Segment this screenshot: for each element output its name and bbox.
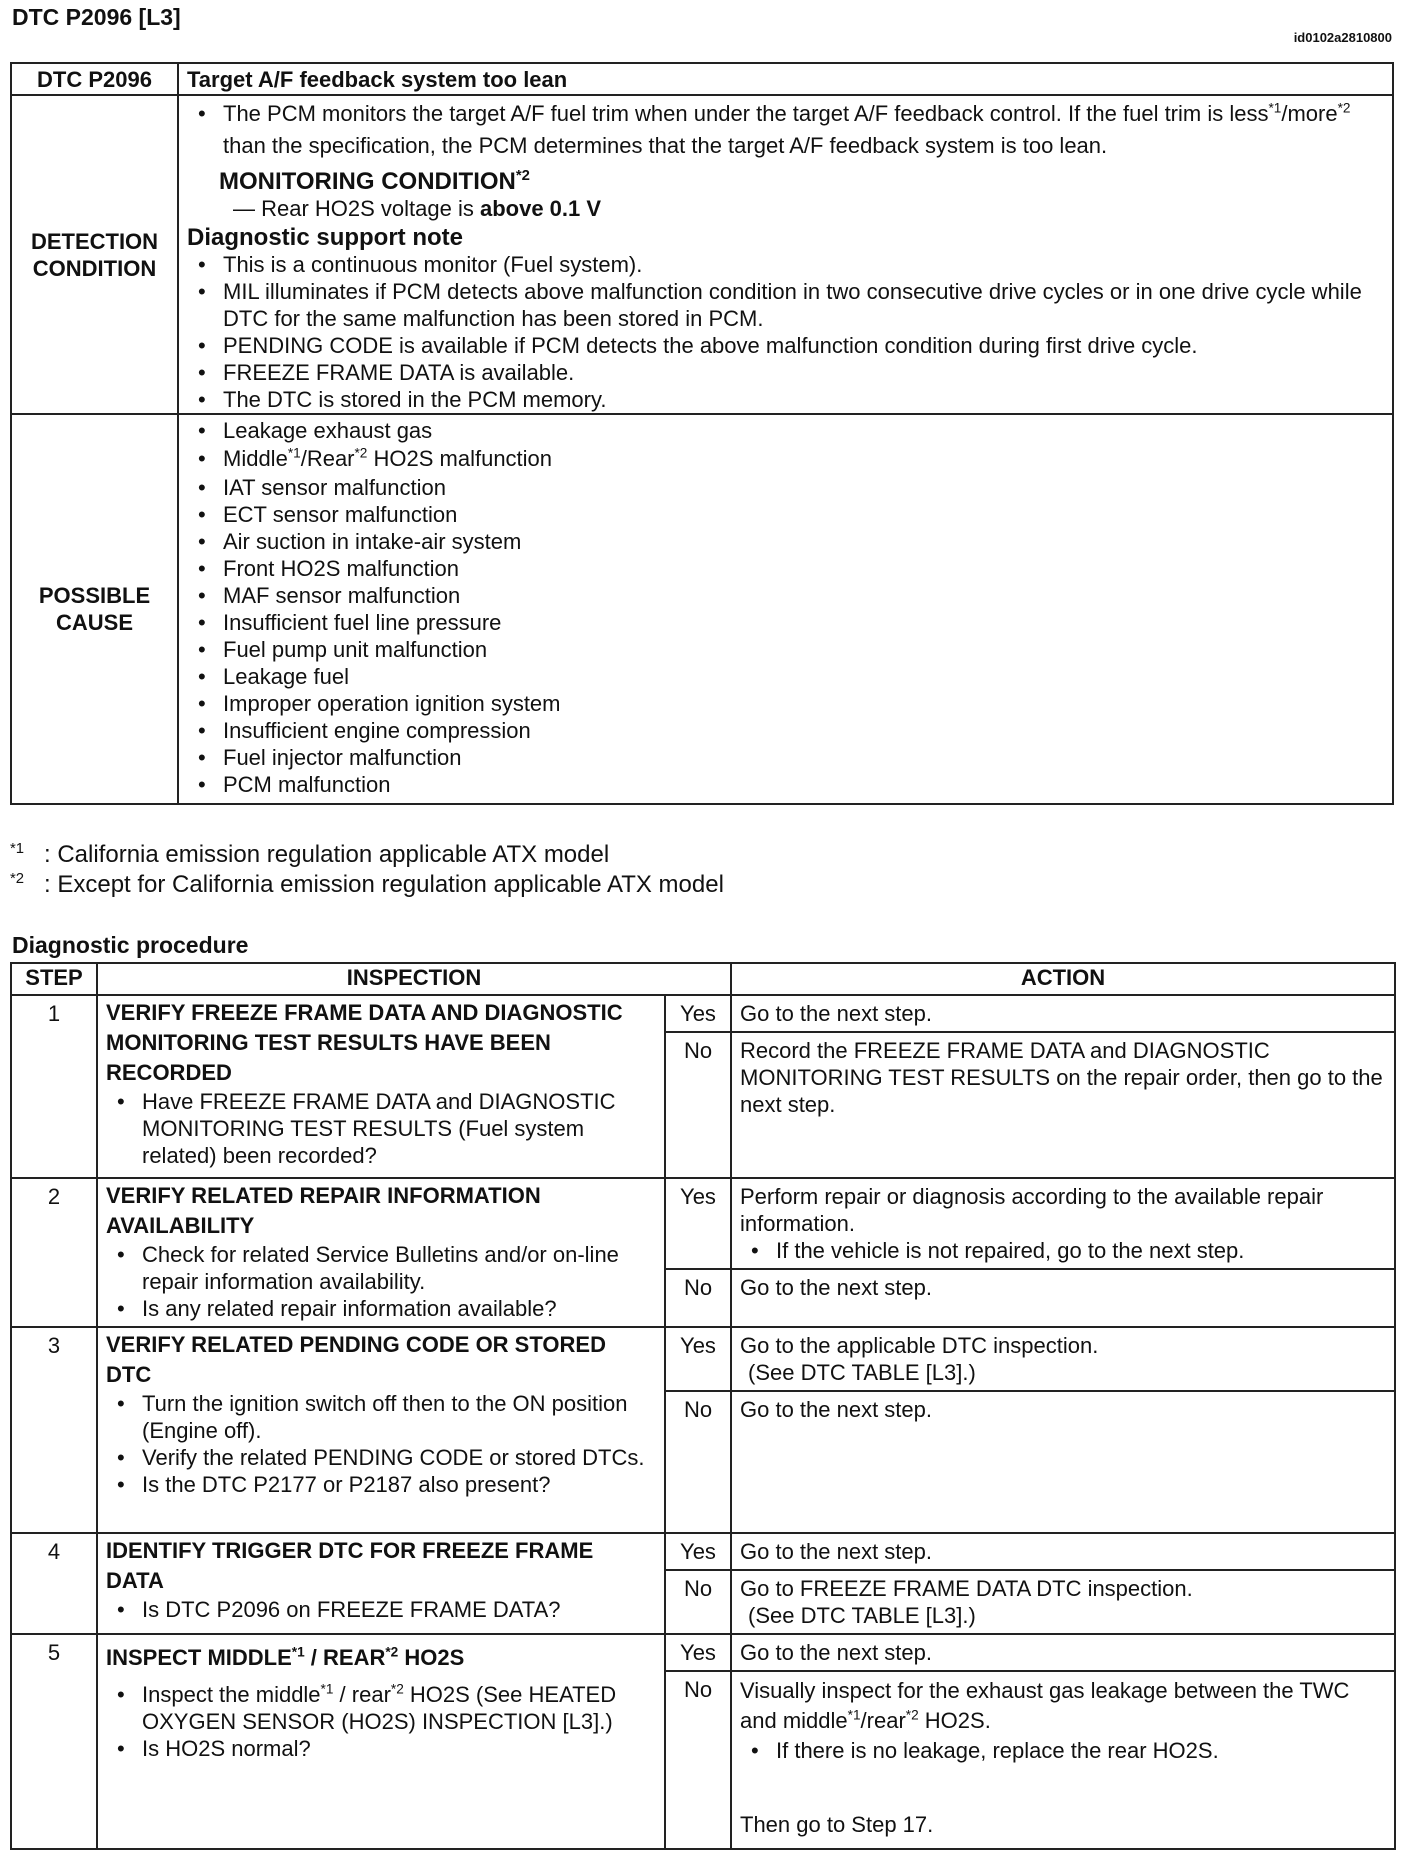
yes-label: Yes [665,1533,731,1570]
inspection-bullet: • Turn the ignition switch off then to the ON position (Engine off). [106,1390,656,1444]
step-1-yes-row [11,995,1395,1032]
page-title: DTC P2096 [L3] [12,4,181,30]
detection-condition-row [11,95,1393,414]
inspection-title: VERIFY RELATED PENDING CODE OR STORED DTC [106,1332,606,1387]
action-bullet: • If there is no leakage, replace the rear HO2S. [740,1736,1386,1766]
step-2-yes-row [11,1178,1395,1269]
no-action: Go to the next step. [731,1391,1395,1533]
no-action: Go to the next step. [731,1269,1395,1327]
inspection-title: VERIFY RELATED REPAIR INFORMATION AVAILABILITY [106,1183,541,1238]
possible-cause-list [187,417,1384,798]
detection-condition-content [178,95,1393,414]
inspection-bullet: • Verify the related PENDING CODE or stored DTCs. [106,1444,656,1471]
dtc-code-cell: DTC P2096 [11,63,178,95]
cause-item: • Insufficient fuel line pressure [187,609,1384,636]
footnote-1-ref: *1 [847,1707,861,1723]
step-2-inspection [97,1178,665,1327]
footnote-1-mark: *1 [10,841,25,857]
yes-action: Go to the next step. [731,1634,1395,1671]
yes-action: Go to the next step. [731,995,1395,1032]
detection-intro-list [187,98,1384,162]
step-5-yes-row [11,1634,1395,1671]
then-step: Then go to Step 17. [740,1812,934,1837]
monitoring-condition-title: MONITORING CONDITION$^{*2}$ [219,168,530,195]
cause-item: • Fuel pump unit malfunction [187,636,1384,663]
monitoring-condition-item: — Rear HO2S voltage is above 0.1 V [233,196,602,221]
diag-note: • FREEZE FRAME DATA is available. [187,359,1384,386]
yes-action: Go to the applicable DTC inspection. (See DTC TABLE [L3].) [731,1327,1395,1391]
yes-action: Go to the next step. [731,1533,1395,1570]
footnote-1-ref: *1 [1268,100,1282,116]
detection-label-line-1: DETECTION [30,228,159,254]
dtc-summary-table [10,62,1394,805]
yes-label: Yes [665,1634,731,1671]
cause-item: • Leakage fuel [187,663,1384,690]
yes-label: Yes [665,995,731,1032]
inspection-header: INSPECTION [97,963,731,995]
inspection-bullet: • Is HO2S normal? [106,1735,656,1762]
diag-note: • MIL illuminates if PCM detects above malfunction condition in two consecutive drive cycles or in one drive cycle while DTC for the same malfunction has been stored in PCM. [187,278,1384,332]
cause-item: • Improper operation ignition system [187,690,1384,717]
possible-cause-content [178,414,1393,804]
footnote-1-ref: *1 [320,1681,334,1697]
inspection-bullets [106,1088,656,1169]
inspection-bullet: • Is the DTC P2177 or P2187 also present? [106,1471,656,1498]
procedure-title: Diagnostic procedure [12,932,249,958]
step-1-inspection [97,995,665,1178]
step-number: 3 [11,1327,97,1533]
diag-note: • The DTC is stored in the PCM memory. [187,386,1384,413]
inspection-bullet: • Is DTC P2096 on FREEZE FRAME DATA? [106,1596,656,1623]
inspection-title: INSPECT MIDDLE$^{*1}$ / REAR$^{*2}$ HO2S [106,1644,465,1670]
step-number: 1 [11,995,97,1178]
inspection-title: IDENTIFY TRIGGER DTC FOR FREEZE FRAME DATA [106,1538,594,1593]
no-label: No [665,1032,731,1178]
inspection-bullet: • Inspect the middle$^{*1}$ / rear$^{*2}$ HO2S (See HEATED OXYGEN SENSOR (HO2S) INSPECTION [L3].) [106,1681,656,1735]
footnote-2-text: : Except for California emission regulation applicable ATX model [44,871,724,898]
inspection-bullet: • Is any related repair information available? [106,1295,656,1322]
footnote-1-ref: *1 [287,445,301,461]
diag-note: • This is a continuous monitor (Fuel system). [187,251,1384,278]
detection-label-line-2: CONDITION [32,255,157,281]
inspection-bullets [106,1596,656,1623]
footnote-1 [10,840,724,870]
footnote-2-ref: *2 [1337,100,1351,116]
detection-intro: • The PCM monitors the target A/F fuel trim when under the target A/F feedback control. If the fuel trim is less$^{*1}$/more$^{*2}$ than the specification, the PCM determines that the target A/F feedback system is too lean. [187,98,1384,162]
inspection-title: VERIFY FREEZE FRAME DATA AND DIAGNOSTIC MONITORING TEST RESULTS HAVE BEEN RECORDED [106,1000,623,1085]
no-action: Visually inspect for the exhaust gas leakage between the TWC and middle$^{*1}$/rear$^{*2}$ HO2S. • If there is no leakage, replace the rear HO2S. Then go to Step 17. [731,1671,1395,1849]
step-number: 2 [11,1178,97,1327]
cause-item: • MAF sensor malfunction [187,582,1384,609]
step-4-yes-row [11,1533,1395,1570]
step-3-inspection [97,1327,665,1533]
inspection-bullet: • Check for related Service Bulletins and/or on-line repair information availability. [106,1241,656,1295]
cause-item: • Fuel injector malfunction [187,744,1384,771]
dtc-header-row [11,63,1393,95]
cause-item: • PCM malfunction [187,771,1384,798]
cause-label-line-1: POSSIBLE [38,583,151,608]
yes-label: Yes [665,1327,731,1391]
footnote-2-ref: *2 [385,1644,399,1660]
cause-item: • Insufficient engine compression [187,717,1384,744]
footnote-1-text: : California emission regulation applicable ATX model [44,841,610,868]
diag-note: • PENDING CODE is available if PCM detects the above malfunction condition during first drive cycle. [187,332,1384,359]
step-number: 4 [11,1533,97,1634]
inspection-bullets [106,1241,656,1322]
step-number: 5 [11,1634,97,1849]
inspection-bullet: • Have FREEZE FRAME DATA and DIAGNOSTIC MONITORING TEST RESULTS (Fuel system related) been recorded? [106,1088,656,1169]
dtc-name-cell: Target A/F feedback system too lean [178,63,1393,95]
cause-item: • IAT sensor malfunction [187,474,1384,501]
diagnostic-procedure-table [10,962,1396,1850]
cause-label-line-2: CAUSE [55,610,133,635]
footnote-2-ref: *2 [905,1707,919,1723]
procedure-header-row [11,963,1395,995]
cause-item: • Air suction in intake-air system [187,528,1384,555]
action-header: ACTION [731,963,1395,995]
diagnostic-support-note-title: Diagnostic support note [187,224,463,251]
no-label: No [665,1269,731,1327]
footnotes [10,840,724,900]
yes-label: Yes [665,1178,731,1269]
footnote-2-ref: *2 [390,1681,404,1697]
footnote-1-ref: *1 [291,1644,305,1660]
no-label: No [665,1671,731,1849]
footnote-2-ref: *2 [515,168,530,184]
detection-condition-label [11,95,178,414]
inspection-bullets [106,1390,656,1498]
diagnostic-support-notes [187,251,1384,413]
footnote-2 [10,870,724,900]
see-reference: (See DTC TABLE [L3].) [748,1603,976,1628]
footnote-2-mark: *2 [10,871,25,887]
no-label: No [665,1391,731,1533]
step-3-yes-row [11,1327,1395,1391]
step-4-inspection [97,1533,665,1634]
cause-item: • Front HO2S malfunction [187,555,1384,582]
inspection-bullets [106,1681,656,1762]
step-header: STEP [11,963,97,995]
no-action: Record the FREEZE FRAME DATA and DIAGNOSTIC MONITORING TEST RESULTS on the repair order, then go to the next step. [731,1032,1395,1178]
step-5-inspection [97,1634,665,1849]
possible-cause-label [11,414,178,804]
no-label: No [665,1570,731,1634]
cause-item: • ECT sensor malfunction [187,501,1384,528]
cause-item: • Middle$^{*1}$/Rear$^{*2}$ HO2S malfunction [187,444,1384,474]
yes-action: Perform repair or diagnosis according to the available repair information. • If the vehicle is not repaired, go to the next step. [731,1178,1395,1269]
document-id: id0102a2810800 [1293,30,1392,45]
action-bullet: • If the vehicle is not repaired, go to the next step. [740,1237,1386,1264]
no-action: Go to FREEZE FRAME DATA DTC inspection. (See DTC TABLE [L3].) [731,1570,1395,1634]
cause-item: • Leakage exhaust gas [187,417,1384,444]
see-reference: (See DTC TABLE [L3].) [748,1360,976,1385]
footnote-2-ref: *2 [354,445,368,461]
possible-cause-row [11,414,1393,804]
